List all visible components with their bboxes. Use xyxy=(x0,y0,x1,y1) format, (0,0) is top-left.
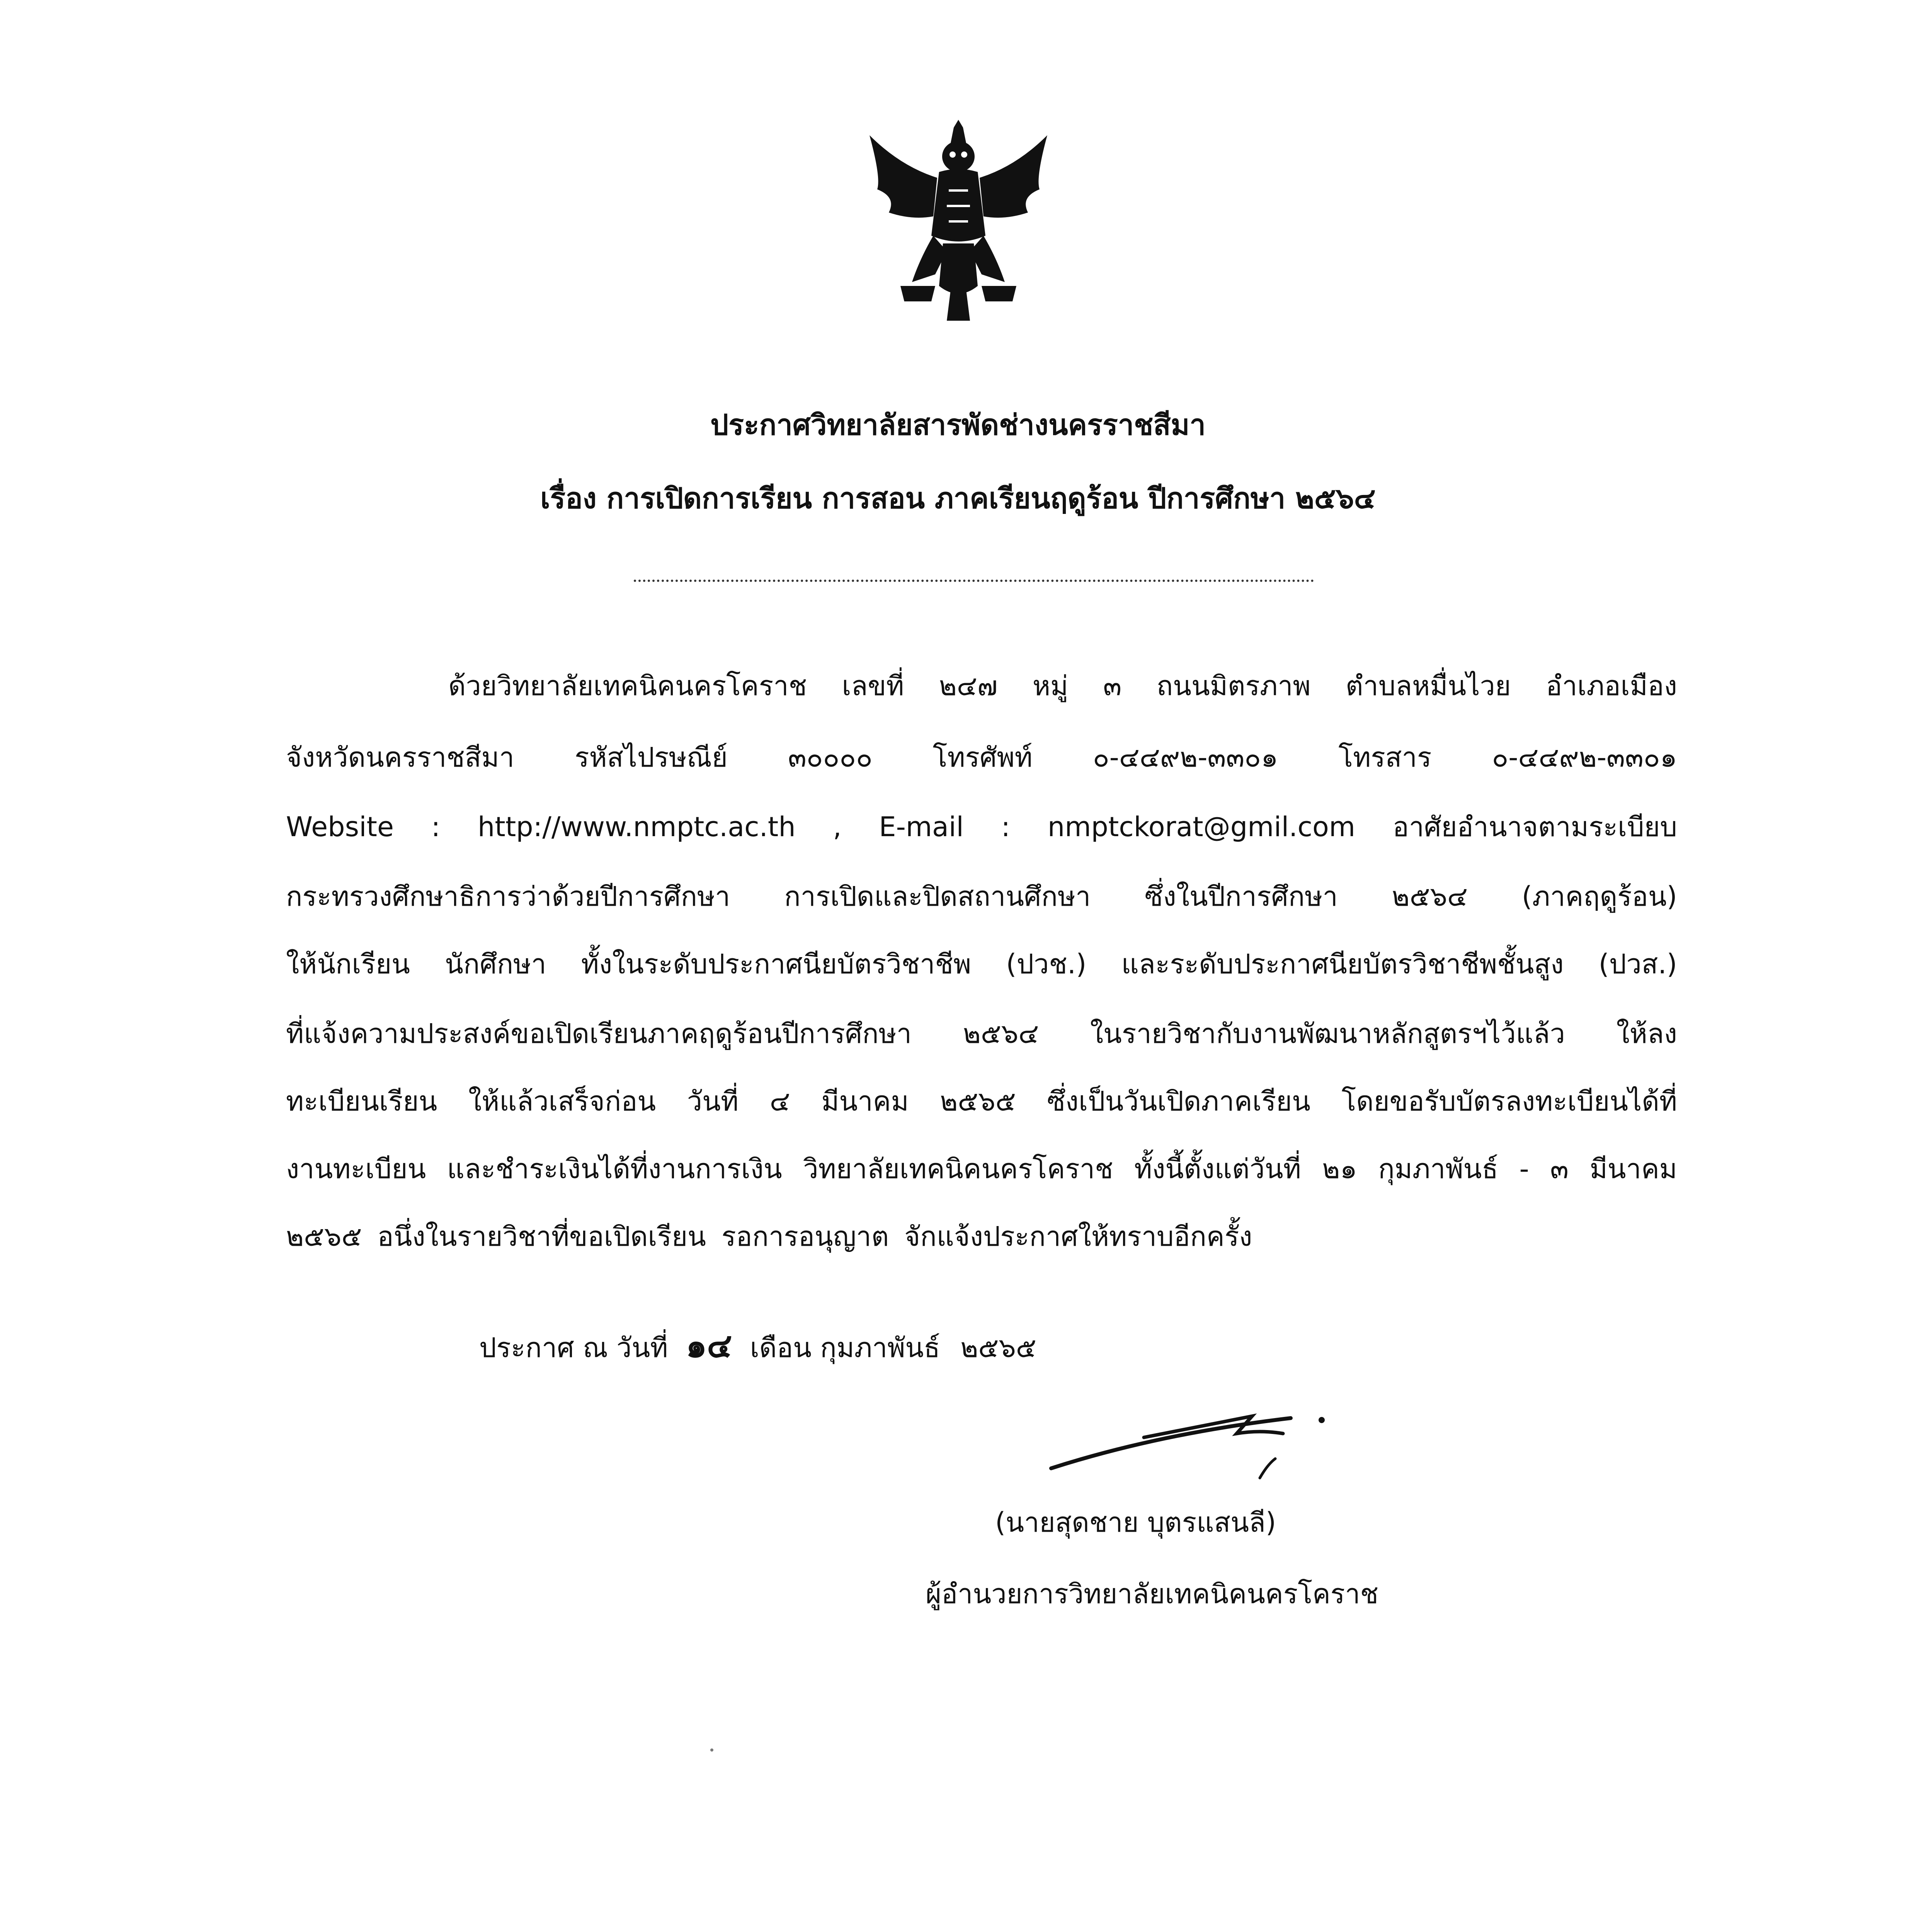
body-word: ๓ xyxy=(1103,670,1122,702)
body-word: ทั้งนี้ตั้งแต่วันที่ xyxy=(1134,1153,1301,1185)
announcement-date xyxy=(479,1327,1036,1365)
body-word: ๒๕๖๕ xyxy=(286,1221,362,1252)
body-word: ๒๕๖๔ xyxy=(1392,881,1468,912)
date-day: ๑๔ xyxy=(686,1327,732,1365)
body-word: เลขที่ xyxy=(842,670,904,702)
body-word: และระดับประกาศนียบัตรวิชาชีพชั้นสูง xyxy=(1121,948,1564,980)
body-word: ๒๕๖๔ xyxy=(963,1018,1039,1049)
body-word: อนึ่งในรายวิชาที่ขอเปิดเรียน xyxy=(377,1221,706,1252)
body-word: ๒๑ xyxy=(1322,1153,1357,1185)
date-prefix: ประกาศ ณ วันที่ xyxy=(479,1332,668,1364)
body-word: , xyxy=(833,811,842,843)
body-word: รหัสไปรษณีย์ xyxy=(575,742,728,773)
body-word: อำเภอเมือง xyxy=(1546,670,1677,702)
body-word: ๐-๔๔๙๒-๓๓๐๑ xyxy=(1092,742,1278,773)
body-word: และชำระเงินได้ที่งานการเงิน xyxy=(447,1153,782,1185)
date-month: เดือน กุมภาพันธ์ xyxy=(750,1332,940,1364)
body-word: วันที่ xyxy=(687,1085,739,1117)
announcement-title: ประกาศวิทยาลัยสารพัดช่างนครราชสีมา xyxy=(710,408,1206,442)
body-word: ๒๕๖๕ xyxy=(940,1085,1016,1117)
body-word: ถนนมิตรภาพ xyxy=(1156,670,1311,702)
body-word: ที่แจ้งความประสงค์ขอเปิดเรียนภาคฤดูร้อนปีการศึกษา xyxy=(286,1018,912,1049)
body-word: Website xyxy=(286,811,394,843)
body-word: E-mail xyxy=(879,811,964,843)
body-line-1 xyxy=(448,670,1677,702)
body-word: มีนาคม xyxy=(1589,1153,1677,1185)
body-line-2 xyxy=(286,744,1677,771)
body-word: อาศัยอำนาจตามระเบียบ xyxy=(1392,811,1677,843)
body-word: : xyxy=(1001,811,1011,843)
body-word: (ปวช.) xyxy=(1006,948,1087,980)
body-word: ทะเบียนเรียน xyxy=(286,1085,437,1117)
body-word: โดยขอรับบัตรลงทะเบียนได้ที่ xyxy=(1341,1085,1677,1117)
body-word: การเปิดและปิดสถานศึกษา xyxy=(784,881,1091,912)
signer-name: (นายสุดชาย บุตรแสนลี) xyxy=(995,1507,1276,1538)
body-word: กระทรวงศึกษาธิการว่าด้วยปีการศึกษา xyxy=(286,881,730,912)
body-word: ๒๔๗ xyxy=(939,670,998,702)
body-word: โทรศัพท์ xyxy=(932,742,1033,773)
body-word: - xyxy=(1519,1153,1529,1185)
body-line-7 xyxy=(286,1085,1677,1117)
body-word: : xyxy=(431,811,441,843)
body-word: จังหวัดนครราชสีมา xyxy=(286,742,514,773)
body-word: ด้วยวิทยาลัยเทคนิคนครโคราช xyxy=(448,670,807,702)
body-line-5 xyxy=(286,948,1677,980)
signature-icon xyxy=(1043,1376,1391,1492)
date-year: ๒๕๖๕ xyxy=(960,1332,1036,1364)
body-line-4 xyxy=(286,883,1677,910)
body-word: นักศึกษา xyxy=(445,948,546,980)
body-word: กุมภาพันธ์ xyxy=(1378,1153,1499,1185)
body-word: ตำบลหมื่นไวย xyxy=(1346,670,1511,702)
body-word: วิทยาลัยเทคนิคนครโคราช xyxy=(803,1153,1113,1185)
body-word: ๐-๔๔๙๒-๓๓๐๑ xyxy=(1492,742,1677,773)
body-word: ๓ xyxy=(1550,1153,1569,1185)
body-line-3 xyxy=(286,811,1677,843)
body-word: โทรสาร xyxy=(1338,742,1432,773)
body-word: ซึ่งในปีการศึกษา xyxy=(1145,881,1338,912)
body-word: ในรายวิชากับงานพัฒนาหลักสูตรฯไว้แล้ว xyxy=(1090,1018,1565,1049)
body-line-6 xyxy=(286,1020,1677,1047)
email-address: nmptckorat@gmil.com xyxy=(1047,811,1356,843)
body-word: ทั้งในระดับประกาศนียบัตรวิชาชีพ xyxy=(581,948,972,980)
website-url: http://www.nmptc.ac.th xyxy=(478,811,796,843)
body-word: รอการอนุญาต xyxy=(721,1221,889,1252)
body-word: งานทะเบียน xyxy=(286,1153,426,1185)
body-word: ๔ xyxy=(769,1085,790,1117)
body-word: หมู่ xyxy=(1032,670,1069,702)
body-line-8 xyxy=(286,1153,1677,1185)
body-word: (ปวส.) xyxy=(1598,948,1677,980)
body-word: (ภาคฤดูร้อน) xyxy=(1521,881,1677,912)
body-word: จักแจ้งประกาศให้ทราบอีกครั้ง xyxy=(904,1221,1252,1252)
body-word: มีนาคม xyxy=(821,1085,909,1117)
divider-dotted xyxy=(634,580,1314,582)
body-word: ๓๐๐๐๐ xyxy=(788,742,873,773)
scan-speck xyxy=(710,1748,713,1752)
signer-position: ผู้อำนวยการวิทยาลัยเทคนิคนครโคราช xyxy=(926,1578,1379,1610)
body-line-9 xyxy=(286,1223,1677,1250)
body-word: ให้นักเรียน xyxy=(286,948,410,980)
body-word: ให้ลง xyxy=(1616,1018,1677,1049)
body-word: ให้แล้วเสร็จก่อน xyxy=(468,1085,656,1117)
body-word: ซึ่งเป็นวันเปิดภาคเรียน xyxy=(1047,1085,1310,1117)
announcement-subject: เรื่อง การเปิดการเรียน การสอน ภาคเรียนฤดูร้อน ปีการศึกษา ๒๕๖๔ xyxy=(540,482,1376,515)
garuda-emblem-icon xyxy=(854,120,1063,321)
